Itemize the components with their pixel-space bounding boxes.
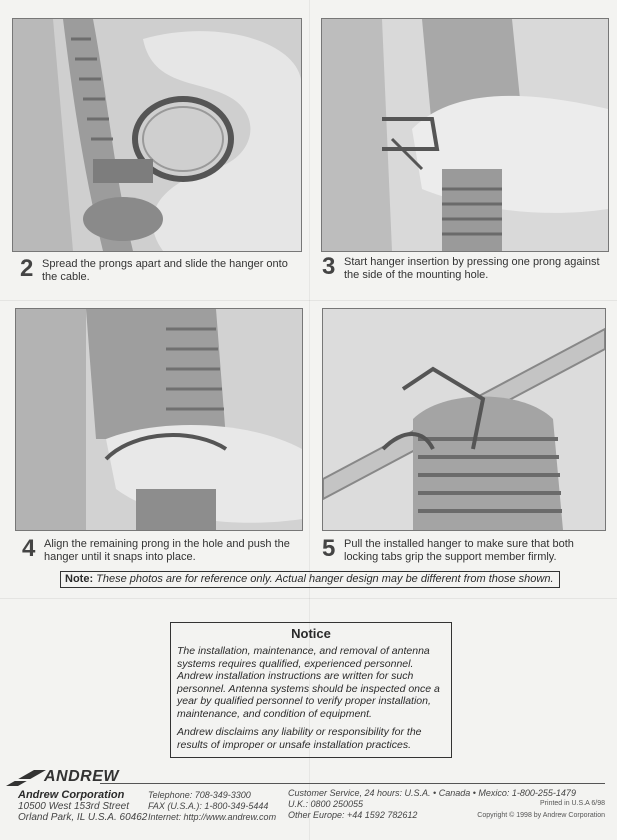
- step-4-text: Align the remaining prong in the hole and push the hanger until it snaps into place.: [44, 538, 290, 563]
- corporate-address: [18, 790, 147, 823]
- step-2: [20, 255, 305, 284]
- andrew-logo-icon: [4, 766, 48, 788]
- footer-rule: [100, 783, 605, 784]
- notice-title: Notice: [291, 626, 331, 641]
- logo-text: ANDREW: [44, 768, 119, 785]
- company-name: Andrew Corporation: [18, 789, 125, 801]
- notice-paragraph-1: The installation, maintenance, and removal of antenna systems requires qualified, experienced personnel. Andrew installation instructions are written for such personnel. Antenna systems should be inspected once a year by qualified personnel to verify proper installation, maintenance, and condition of equipment.: [177, 645, 440, 720]
- notice-box: [170, 622, 452, 758]
- uk-phone: U.K.: 0800 250055: [288, 799, 364, 809]
- step-5-number: 5: [322, 535, 336, 562]
- step-2-number: 2: [20, 255, 34, 282]
- notice-paragraph-2: Andrew disclaims any liability or responsibility for the results of improper or unsafe installation practices.: [177, 726, 422, 751]
- photo-step-2: [12, 18, 302, 252]
- address-line-1: 10500 West 153rd Street: [18, 801, 129, 812]
- photo-step-5-image: [323, 309, 605, 530]
- photo-step-4-image: [16, 309, 302, 530]
- printed-note: Printed in U.S.A 6/98: [540, 800, 605, 807]
- copyright: Copyright © 1998 by Andrew Corporation: [477, 812, 605, 819]
- photo-step-2-image: [13, 19, 301, 251]
- note-text: These photos are for reference only. Actual hanger design may be different from those shown.: [96, 573, 554, 585]
- photo-step-3-image: [322, 19, 608, 251]
- internet-link[interactable]: Internet: http://www.andrew.com: [148, 812, 277, 822]
- telephone: Telephone: 708-349-3300: [148, 790, 251, 800]
- photo-step-3: [321, 18, 609, 252]
- customer-service-line: Customer Service, 24 hours: U.S.A. • Canada • Mexico: 1-800-255-1479: [288, 788, 576, 798]
- step-3-number: 3: [322, 253, 336, 280]
- step-5-text: Pull the installed hanger to make sure that both locking tabs grip the support member firmly.: [344, 538, 574, 563]
- address-line-2: Orland Park, IL U.S.A. 60462: [18, 812, 148, 823]
- note-box: [60, 571, 560, 588]
- step-3-text: Start hanger insertion by pressing one prong against the side of the mounting hole.: [344, 256, 600, 281]
- step-4-number: 4: [22, 535, 36, 562]
- photo-step-5: [322, 308, 606, 531]
- step-5: [322, 535, 597, 564]
- step-2-text: Spread the prongs apart and slide the hanger onto the cable.: [42, 258, 288, 283]
- photo-step-4: [15, 308, 303, 531]
- fax: FAX (U.S.A.): 1-800-349-5444: [148, 801, 269, 811]
- other-europe-phone: Other Europe: +44 1592 782612: [288, 810, 418, 820]
- andrew-logo: [4, 764, 134, 790]
- step-4: [22, 535, 307, 564]
- phone-contacts: [148, 790, 276, 823]
- note-label: Note:: [65, 573, 94, 585]
- step-3: [322, 253, 612, 282]
